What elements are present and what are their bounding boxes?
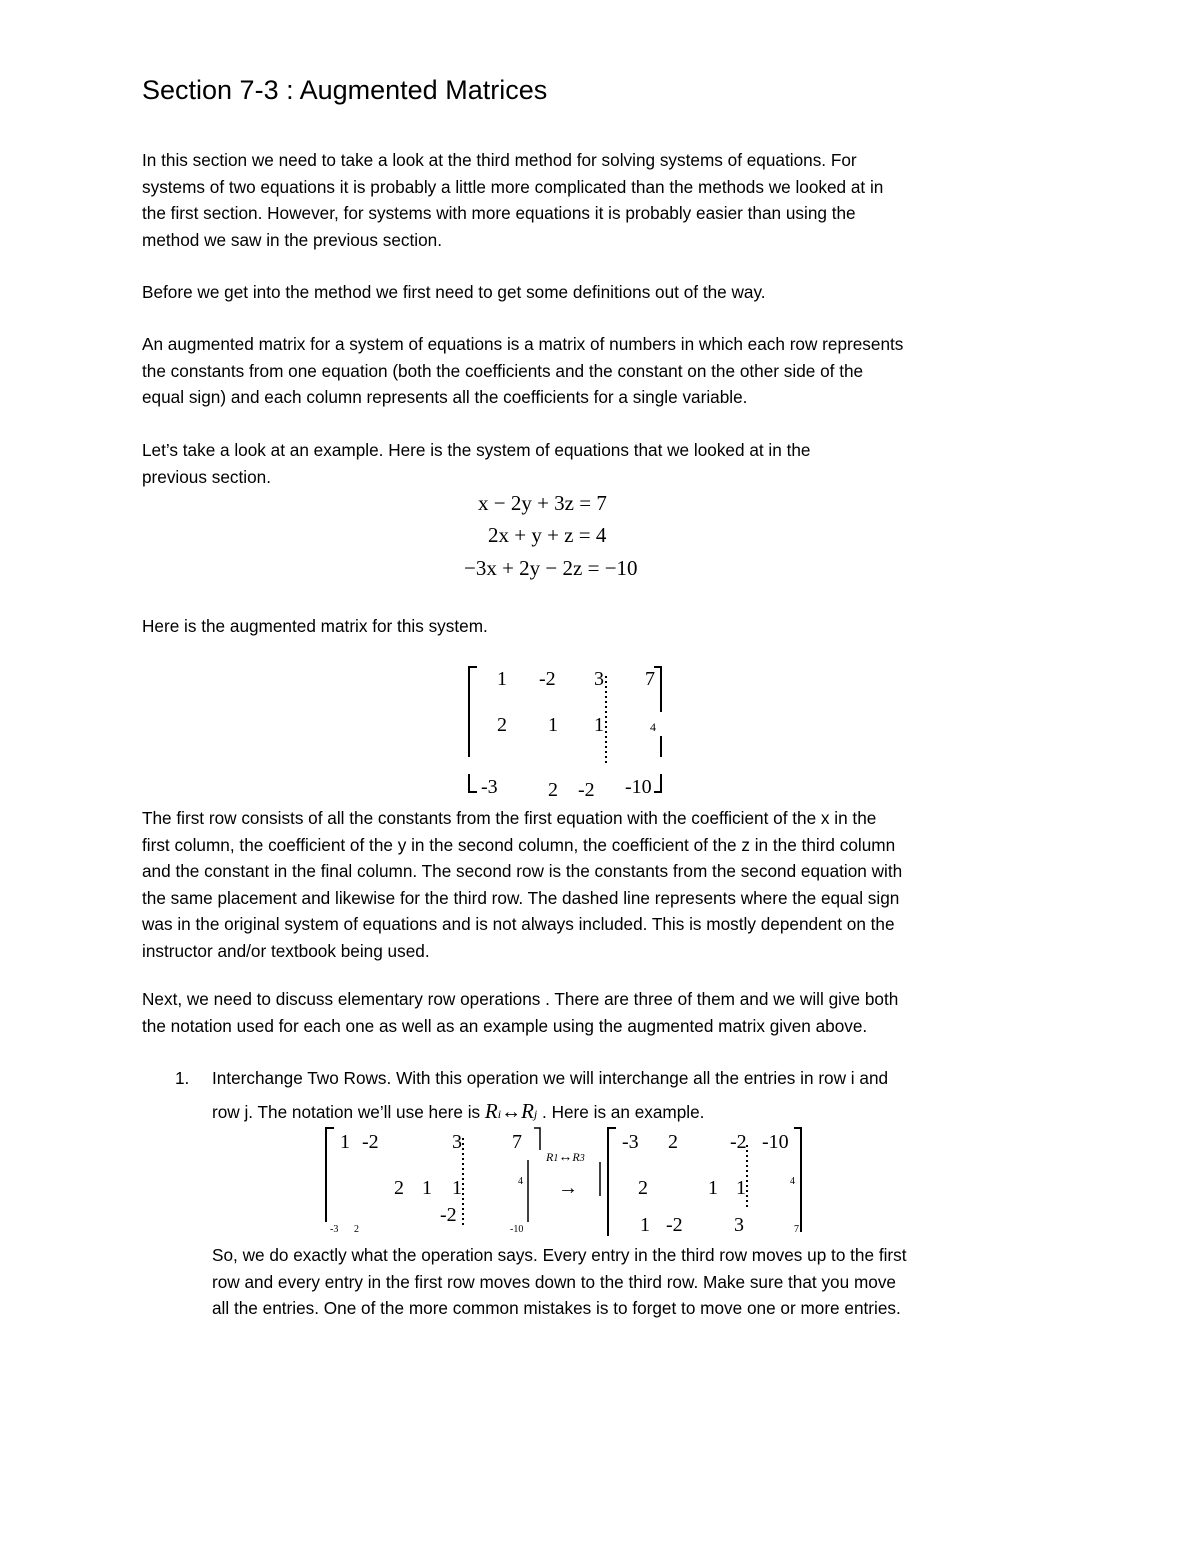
matrix-cell: 7 bbox=[512, 1131, 522, 1153]
right-arrow-icon: → bbox=[558, 1177, 578, 1199]
text-line: the same placement and likewise for the third row. The dashed line represents where the equal sign bbox=[142, 887, 900, 908]
matrix-cell: -2 bbox=[578, 779, 595, 801]
notation-r: R bbox=[521, 1099, 534, 1123]
text-line: method we saw in the previous section. bbox=[142, 229, 442, 250]
matrix-cell: 3 bbox=[452, 1131, 462, 1153]
row-interchange-explanation bbox=[212, 1242, 1072, 1322]
text-line: equal sign) and each column represents all the coefficients for a single variable. bbox=[142, 387, 748, 407]
text-line: systems of two equations it is probably a little more complicated than the methods we looked at in bbox=[142, 176, 884, 197]
text-segment: . Here is an example. bbox=[537, 1102, 705, 1122]
interchange-arrow-icon: ↔ bbox=[558, 1150, 573, 1165]
page-title: Section 7-3 : Augmented Matrices bbox=[142, 75, 548, 105]
operation-label bbox=[546, 1150, 585, 1165]
matrix-cell: 2 bbox=[668, 1131, 678, 1153]
matrix-cell: 1 bbox=[452, 1177, 462, 1199]
matrix-cell: -10 bbox=[625, 776, 652, 798]
matrix-cell: -10 bbox=[510, 1224, 524, 1235]
matrix-cell: 1 bbox=[340, 1131, 350, 1153]
matrix-cell: -2 bbox=[440, 1204, 457, 1226]
list-number: 1. bbox=[175, 1068, 190, 1088]
matrix-cell: -2 bbox=[666, 1214, 683, 1236]
matrix-cell: -2 bbox=[730, 1131, 747, 1153]
matrix-cell: 1 bbox=[422, 1177, 432, 1199]
text-line: all the entries. One of the more common mistakes is to forget to move one or more entries. bbox=[212, 1298, 901, 1318]
matrix-cell: 3 bbox=[594, 668, 604, 690]
equation-2: 2x + y + z = 4 bbox=[488, 523, 607, 547]
matrix-cell: 2 bbox=[638, 1177, 648, 1199]
text-line: Here is the augmented matrix for this system. bbox=[142, 616, 488, 636]
text-line: row and every entry in the first row moves down to the third row. Make sure that you move bbox=[212, 1271, 896, 1292]
matrix-cell: -3 bbox=[622, 1131, 639, 1153]
text-line: In this section we need to take a look at the third method for solving systems of equations. For bbox=[142, 150, 857, 170]
text-line: instructor and/or textbook being used. bbox=[142, 940, 430, 961]
matrix-cell: -10 bbox=[762, 1131, 789, 1153]
matrix-cell: -2 bbox=[362, 1131, 379, 1153]
equation-3: −3x + 2y − 2z = −10 bbox=[464, 556, 638, 580]
matrix-cell: 2 bbox=[497, 714, 507, 736]
matrix-cell: 1 bbox=[594, 714, 604, 736]
text-line: An augmented matrix for a system of equations is a matrix of numbers in which each row represents bbox=[142, 334, 904, 354]
matrix-cell: -3 bbox=[481, 776, 498, 798]
matrix-cell: 1 bbox=[497, 668, 507, 690]
matrix-cell: 4 bbox=[518, 1176, 523, 1187]
equation-1: x − 2y + 3z = 7 bbox=[478, 491, 607, 515]
matrix-cell: 3 bbox=[734, 1214, 744, 1236]
matrix-cell: 1 bbox=[708, 1177, 718, 1199]
interchange-arrow-icon: ↔ bbox=[501, 1101, 522, 1123]
matrix-cell: 2 bbox=[394, 1177, 404, 1199]
operation-r: R bbox=[546, 1150, 554, 1164]
text-line: The first row consists of all the constants from the first equation with the coefficient of the x in the bbox=[142, 808, 877, 828]
matrix-cell: 7 bbox=[794, 1224, 799, 1235]
text-line: the first section. However, for systems with more equations it is probably easier than using the bbox=[142, 203, 856, 223]
matrix-cell: 1 bbox=[548, 714, 558, 736]
matrix-cell: -3 bbox=[330, 1224, 339, 1235]
notation-r: R bbox=[484, 1099, 498, 1123]
matrix-cell: 1 bbox=[640, 1214, 650, 1236]
matrix-cell: 2 bbox=[548, 779, 558, 801]
matrix-cell: 2 bbox=[354, 1224, 359, 1235]
text-line: Let’s take a look at an example. Here is the system of equations that we looked at in the bbox=[142, 440, 811, 460]
text-line: Next, we need to discuss elementary row operations . There are three of them and we will give both bbox=[142, 989, 899, 1009]
text-line: the constants from one equation (both the coefficients and the constant on the other side of the bbox=[142, 360, 864, 381]
text-line: was in the original system of equations and is not always included. This is mostly dependent on the bbox=[142, 914, 895, 934]
text-segment: row j. The notation we’ll use here is bbox=[212, 1102, 485, 1122]
text-line: Before we get into the method we first need to get some definitions out of the way. bbox=[142, 282, 766, 302]
matrix-cell: 1 bbox=[736, 1177, 746, 1199]
text-line: and the constant in the final column. The second row is the constants from the second equation with bbox=[142, 861, 903, 881]
matrix-cell: 4 bbox=[650, 720, 656, 734]
operation-subscript: 1 bbox=[553, 1153, 559, 1164]
list-item-line: Interchange Two Rows. With this operation we will interchange all the entries in row i and bbox=[212, 1068, 889, 1088]
text-line: the notation used for each one as well as an example using the augmented matrix given above. bbox=[142, 1015, 868, 1036]
matrix-cell: 4 bbox=[790, 1176, 795, 1187]
operation-subscript: 3 bbox=[579, 1153, 585, 1164]
text-line: So, we do exactly what the operation says. Every entry in the third row moves up to the first bbox=[212, 1245, 907, 1265]
matrix-cell: 7 bbox=[645, 668, 655, 690]
text-line: first column, the coefficient of the y in the second column, the coefficient of the z in the third column bbox=[142, 834, 896, 855]
text-line: previous section. bbox=[142, 466, 271, 487]
operation-r: R bbox=[572, 1150, 580, 1164]
notation-subscript: i bbox=[497, 1107, 502, 1121]
matrix-cell: -2 bbox=[539, 668, 556, 690]
notation-subscript: j bbox=[533, 1107, 538, 1121]
